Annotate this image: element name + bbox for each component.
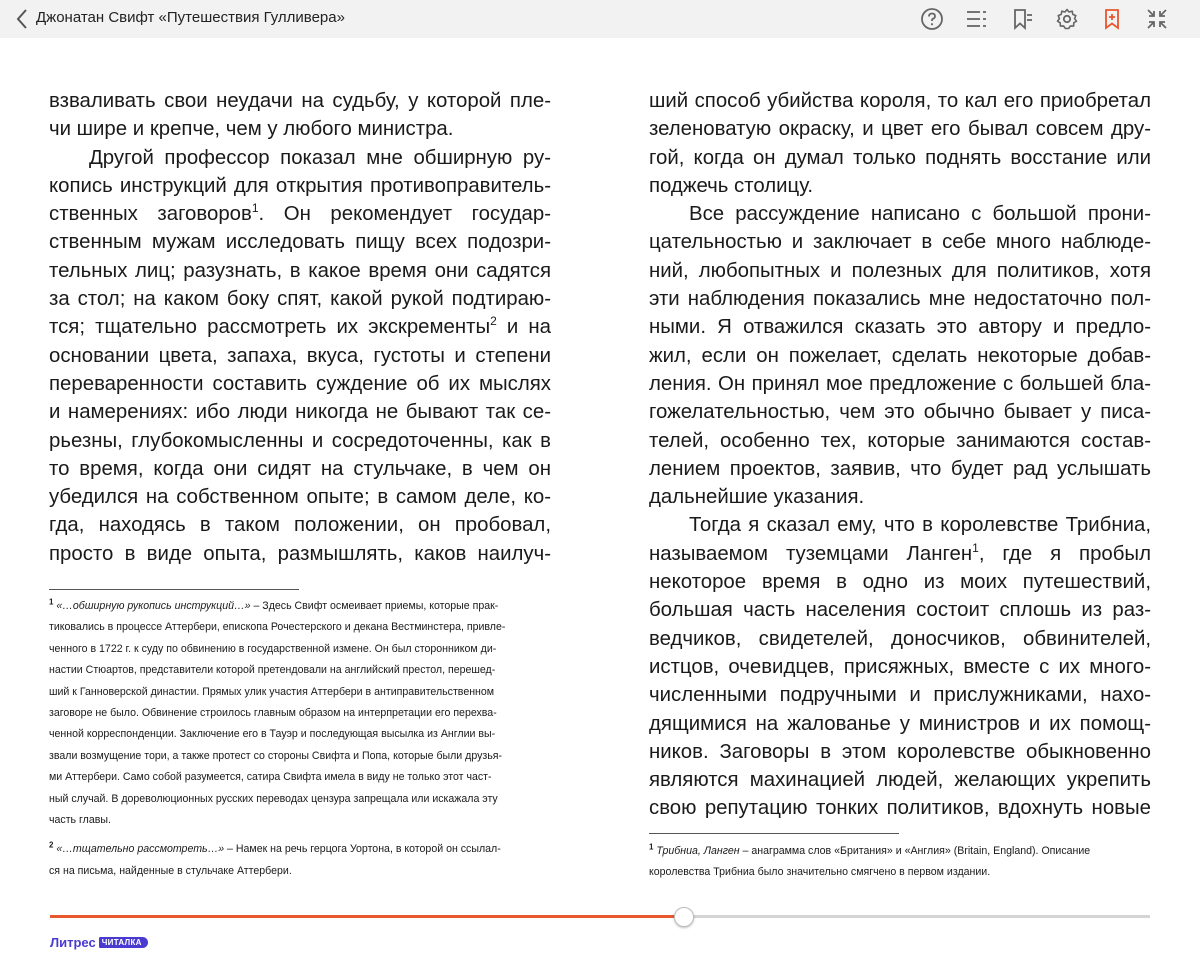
text-line: копись инструкций для открытия противоправитель-: [49, 174, 551, 197]
footnote-quote: «…обширную рукопись инструкций…»: [56, 600, 251, 612]
text-line: то время, когда они сидят на стульчаке, в чем он: [49, 457, 551, 480]
text-line: цательностью и заключает в себе много наблюде-: [649, 231, 1151, 254]
text-line: являются махинацией людей, желающих укрепить: [649, 769, 1151, 792]
footnote-2: [49, 839, 551, 860]
text-line: эти наблюдения показались мне недостаточно пол-: [649, 288, 1151, 311]
text-line: ников. Заговоры в этом королевстве обыкновенно: [649, 740, 1151, 763]
left-page-text: [49, 87, 551, 568]
footnote-line: ся на письма, найденные в стульчаке Аттербери.: [49, 864, 292, 877]
footnote-text: – Здесь Свифт осмеивает приемы, которые прак-: [250, 600, 499, 612]
footnote-line: настии Стюартов, представители которой претендовали на английский престол, перешед-: [49, 664, 496, 677]
text-line: гда, находясь в таком положении, он пробовал,: [49, 514, 551, 537]
footnote-1: [49, 596, 551, 617]
text-line: поджечь столицу.: [649, 174, 814, 197]
text-line: численными подручными и прислужниками, нахо-: [649, 684, 1151, 707]
footnote-line: заговоре не было. Обвинение строилось главным образом на интерпретации его перехва-: [49, 707, 497, 720]
footnote-text: – Намек на речь герцога Уортона, в которой он ссылал-: [224, 843, 501, 856]
text-line: убедился на собственном опыте; в самом деле, ко-: [49, 486, 551, 509]
text-line: чи шире и крепче, чем у любого министра.: [49, 118, 454, 141]
text-fragment: , где я пробыл: [978, 542, 1151, 565]
text-fragment: тся; тщательно рассмотреть их экскременты: [49, 316, 491, 339]
text-fragment: и на: [496, 316, 551, 339]
text-line: Тогда я сказал ему, что в королевстве Трибниа,: [689, 514, 1151, 537]
text-line: ления. Он принял мое предложение с большей бла-: [649, 372, 1151, 395]
text-line: большая часть населения состоит сплошь из раз-: [649, 599, 1151, 622]
back-icon[interactable]: [10, 6, 34, 32]
text-line: жил, если он пожелает, сделать некоторые добав-: [649, 344, 1151, 367]
text-line: гожелательностью, чем это обычно бывает у писа-: [649, 401, 1151, 424]
footnote-quote: Трибниа, Ланген: [656, 845, 740, 857]
text-line: взваливать свои неудачи на судьбу, у которой пле-: [49, 90, 551, 112]
help-icon[interactable]: [919, 6, 945, 32]
add-bookmark-icon[interactable]: [1099, 6, 1125, 32]
reading-progress-bar[interactable]: [50, 915, 1150, 918]
text-line: истцов, очевидцев, присяжных, вместе с их много-: [649, 655, 1151, 678]
text-line: ний, любопытных и полезных для политиков, хотя: [649, 259, 1151, 282]
text-line: свою репутацию тонких политиков, вдохнуть новые: [649, 797, 1151, 820]
text-line: и намерениях: ибо люди никогда не бывают так се-: [49, 401, 551, 424]
right-page-text: [649, 87, 1151, 823]
footnote-line: ный случай. В дореволюционных русских переводах цензура запрещала или искажала эту: [49, 792, 498, 805]
footnote-text: – анаграмма слов «Британия» и «Англия» (Britain, England). Описание: [739, 845, 1091, 857]
text-line: рьезны, глубокомысленны и сосредоточенны, как в: [49, 429, 551, 452]
logo-brand: Литрес: [50, 935, 96, 950]
text-line: просто в виде опыта, размышлять, каков наилуч-: [49, 542, 551, 565]
footnote-number: 2: [49, 840, 54, 850]
text-line: дальнейшие указания.: [649, 486, 865, 509]
footnote-ref-1[interactable]: 1: [972, 540, 979, 555]
text-line: ший способ убийства короля, то кал его приобретал: [649, 90, 1151, 112]
text-line: ственным мужам исследовать пищу всех подозри-: [49, 231, 551, 254]
footnote-quote: «…тщательно рассмотреть…»: [56, 843, 225, 856]
right-footnotes: [649, 841, 1151, 884]
logo-badge: ЧИТАЛКА: [99, 937, 148, 948]
text-line: телей, особенно тех, которые занимаются состав-: [649, 429, 1151, 452]
text-line: ными. Я отважился сказать это автору и предло-: [649, 316, 1151, 339]
text-line: переваренности составить суждение об их мыслях: [49, 372, 551, 395]
footnote-line: ший к Ганноверской династии. Прямых улик участия Аттербери в антиправительственном: [49, 685, 495, 698]
text-line: некоторое время в одно из моих путешествий,: [649, 571, 1151, 594]
footnote-line: часть главы.: [49, 814, 111, 827]
text-line: тельных лиц; разузнать, в какое время они садятся: [49, 259, 551, 282]
progress-handle[interactable]: [674, 907, 694, 927]
text-line: Все рассуждение написано с большой прони-: [689, 203, 1151, 226]
footnote-line: королевства Трибниа было значительно смягчено в первом издании.: [649, 866, 991, 879]
footnote-line: звали возмущение тори, а также протест со стороны Свифта и Попа, которые были друзья-: [49, 749, 503, 762]
settings-icon[interactable]: [1054, 6, 1080, 32]
footnote-divider: [49, 589, 299, 590]
text-fragment: . Он рекомендует государ-: [258, 203, 551, 226]
text-line: дящимися на жалованье у министров и их помощ-: [649, 712, 1151, 735]
footnote-divider: [649, 833, 899, 834]
text-line: [49, 200, 551, 228]
footnote-line: ченного в 1722 г. к суду по обвинению в государственной измене. Он был сторонником ди-: [49, 642, 497, 655]
text-fragment: называемом туземцами Ланген: [649, 542, 973, 565]
book-title: Джонатан Свифт «Путешествия Гулливера»: [36, 9, 345, 26]
left-footnotes: [49, 596, 551, 882]
text-line: за стол; на каком боку спят, какой рукой подтираю-: [49, 288, 551, 311]
exit-fullscreen-icon[interactable]: [1144, 6, 1170, 32]
text-line: [49, 313, 551, 341]
bookmarks-icon[interactable]: [1009, 6, 1035, 32]
text-line: зеленоватую окраску, и цвет его бывал совсем дру-: [649, 118, 1151, 141]
contents-icon[interactable]: [963, 6, 989, 32]
text-line: [649, 540, 1151, 568]
footnote-line: ми Аттербери. Само собой разумеется, сатира Свифта имела в виду не только этот част-: [49, 771, 492, 784]
footnote-number: 1: [49, 597, 54, 607]
footnote-1: [649, 841, 1151, 862]
text-fragment: ственных заговоров: [49, 203, 252, 226]
text-line: Другой профессор показал мне обширную ру-: [89, 146, 551, 169]
text-line: лением проектов, заявив, что будет рад услышать: [649, 457, 1151, 480]
text-line: основании цвета, запаха, вкуса, густоты и степени: [49, 344, 551, 367]
progress-fill: [50, 915, 683, 918]
footnote-line: тиковались в процессе Аттербери, епископа Рочестерского и декана Вестминстера, привле-: [49, 621, 506, 634]
text-line: гой, когда он думал только поднять восстание или: [649, 146, 1151, 169]
footnote-ref-1[interactable]: 1: [251, 201, 259, 216]
footnote-line: ченной корреспонденции. Заключение его в Тауэр и последующая высылка из Англии вы-: [49, 728, 496, 741]
top-bar: [0, 0, 1200, 38]
footnote-ref-2[interactable]: 2: [490, 314, 497, 329]
footnote-number: 1: [649, 842, 654, 852]
litres-logo: [50, 935, 148, 950]
text-line: ведчиков, свидетелей, доносчиков, обвинителей,: [649, 627, 1151, 650]
